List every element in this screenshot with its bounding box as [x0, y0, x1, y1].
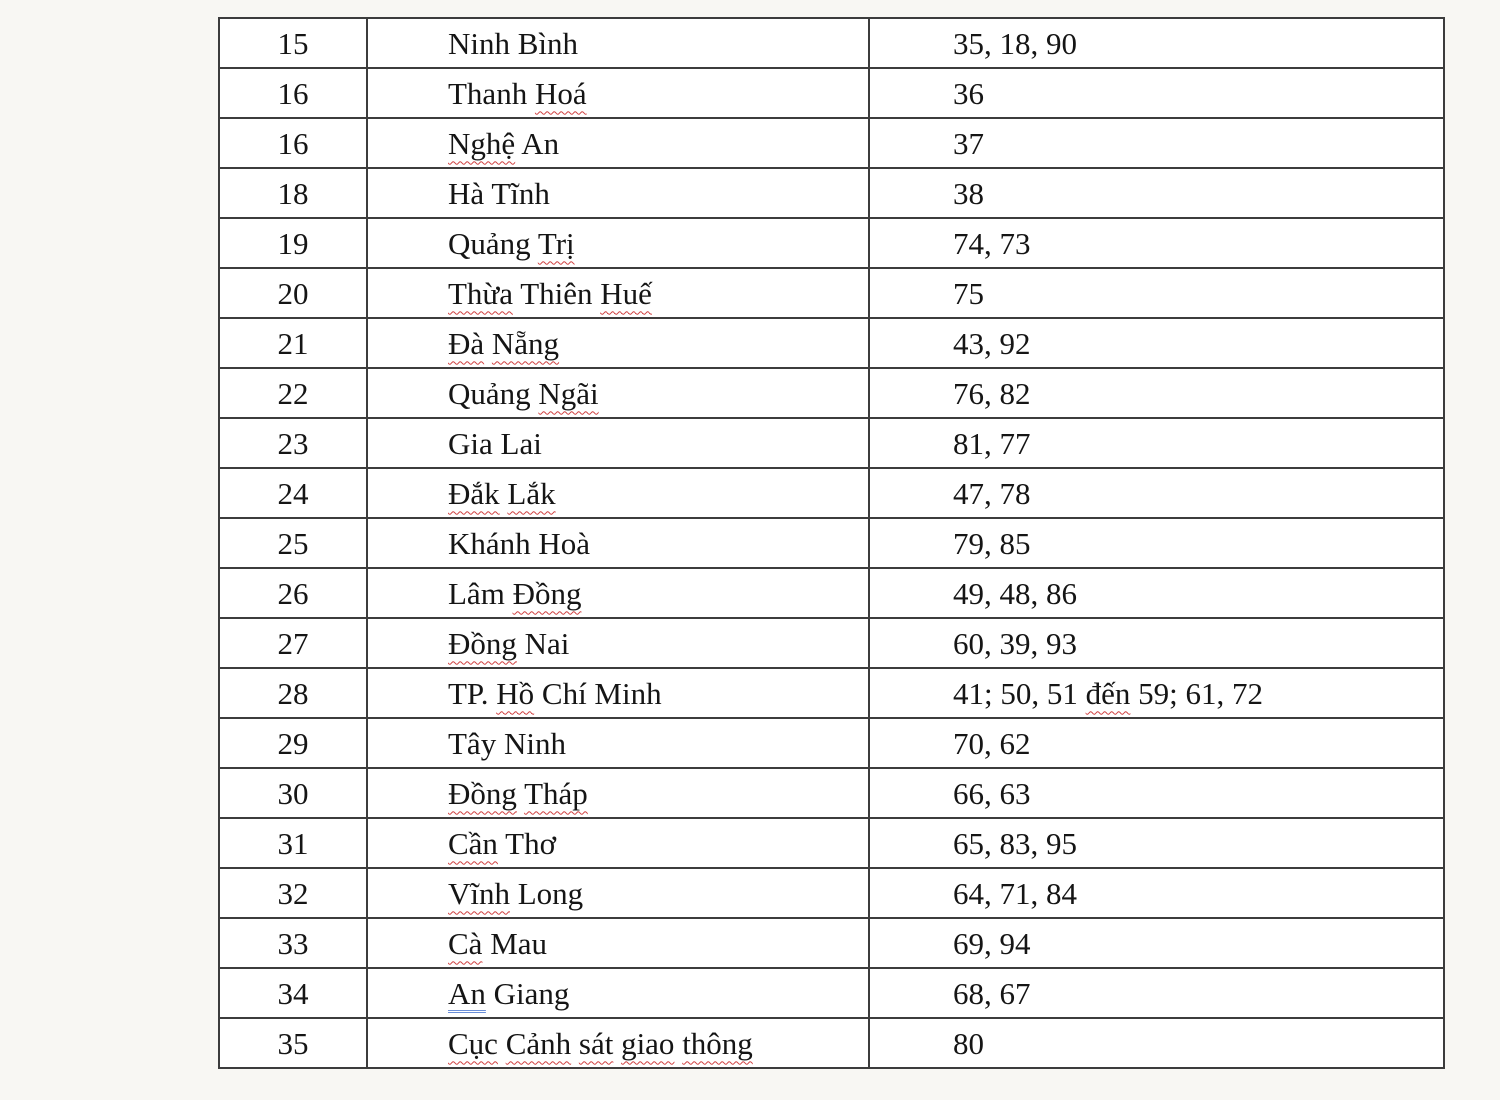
province-text: Chí Minh [534, 675, 662, 711]
plate-codes-text: 68, 67 [953, 975, 1031, 1011]
plate-codes-cell [869, 318, 1444, 368]
province-text: Khánh Hoà [448, 525, 591, 561]
province-text: Tháp [524, 775, 588, 811]
province-text: Thơ [497, 825, 556, 861]
province-text [571, 1026, 579, 1061]
plate-codes-cell [869, 68, 1444, 118]
province-text: Cục [448, 1025, 498, 1061]
plate-codes-cell [869, 518, 1444, 568]
row-number-cell: 16 [219, 68, 367, 118]
province-text [517, 776, 524, 811]
plate-codes-cell [869, 418, 1444, 468]
province-text: Hà Tĩnh [448, 175, 550, 211]
table-row [219, 368, 1444, 418]
table-row [219, 718, 1444, 768]
plate-codes-text: 70, 62 [953, 725, 1031, 761]
plate-codes-text: 69, 94 [953, 925, 1031, 961]
plate-codes-cell [869, 668, 1444, 718]
row-number-cell: 30 [219, 768, 367, 818]
province-text [498, 1026, 506, 1061]
province-text: TP. [448, 675, 497, 711]
province-text: Thanh [448, 75, 535, 111]
plate-codes-cell [869, 168, 1444, 218]
plate-codes-cell [869, 818, 1444, 868]
province-cell [367, 518, 869, 568]
plate-codes-text: 35, 18, 90 [953, 25, 1077, 61]
province-text: Cà [448, 925, 483, 961]
province-text: An [515, 125, 560, 161]
plate-codes-cell [869, 1018, 1444, 1068]
table-row [219, 118, 1444, 168]
province-text: Long [510, 875, 584, 911]
province-text: Giang [485, 975, 570, 1011]
table-row [219, 968, 1444, 1018]
plate-codes-text: 66, 63 [953, 775, 1031, 811]
plate-codes-cell [869, 218, 1444, 268]
plate-codes-text: 64, 71, 84 [953, 875, 1077, 911]
plate-codes-cell [869, 268, 1444, 318]
province-text: Huế [600, 275, 652, 311]
province-text: Cảnh [505, 1025, 572, 1061]
table-row [219, 1018, 1444, 1068]
province-text: Tây Ninh [448, 725, 566, 761]
province-cell [367, 1018, 869, 1068]
row-number-cell: 31 [219, 818, 367, 868]
table-row [219, 818, 1444, 868]
table-row [219, 218, 1444, 268]
plate-codes-text: 74, 73 [953, 225, 1031, 261]
row-number-cell: 22 [219, 368, 367, 418]
row-number-cell: 27 [219, 618, 367, 668]
row-number-cell: 16 [219, 118, 367, 168]
province-text: An [448, 975, 486, 1011]
plate-codes-text: 38 [953, 175, 984, 211]
table-row [219, 668, 1444, 718]
row-number-cell: 15 [219, 18, 367, 68]
license-plate-table [218, 17, 1445, 1069]
province-cell [367, 68, 869, 118]
row-number-cell: 32 [219, 868, 367, 918]
province-text: Vĩnh [448, 875, 510, 911]
row-number-cell: 25 [219, 518, 367, 568]
province-cell [367, 318, 869, 368]
province-text: Đà [448, 325, 485, 361]
plate-codes-cell [869, 368, 1444, 418]
province-text: Hoá [534, 75, 587, 111]
province-text [484, 326, 492, 361]
table-row [219, 468, 1444, 518]
province-cell [367, 718, 869, 768]
province-text: Ninh Bình [448, 25, 579, 61]
province-text: giao [621, 1025, 675, 1061]
plate-codes-text: 41; 50, 51 [953, 675, 1086, 711]
table-row [219, 618, 1444, 668]
province-text: Mau [482, 925, 548, 961]
province-cell [367, 218, 869, 268]
plate-codes-text: 49, 48, 86 [953, 575, 1077, 611]
plate-codes-text: 59; 61, 72 [1130, 675, 1264, 711]
plate-codes-text: 47, 78 [953, 475, 1031, 511]
province-text: Nai [516, 625, 570, 661]
plate-codes-text: 60, 39, 93 [953, 625, 1077, 661]
row-number-cell: 33 [219, 918, 367, 968]
province-text: Nghệ [448, 125, 516, 161]
province-text: thông [682, 1025, 753, 1061]
table-row [219, 918, 1444, 968]
province-text [613, 1026, 621, 1061]
province-text: Gia Lai [448, 425, 542, 461]
province-cell [367, 818, 869, 868]
table-row [219, 268, 1444, 318]
province-text: Lâm [448, 575, 513, 611]
row-number-cell: 23 [219, 418, 367, 468]
row-number-cell: 28 [219, 668, 367, 718]
plate-codes-cell [869, 968, 1444, 1018]
province-text: Trị [537, 225, 575, 261]
province-text: Quảng [448, 375, 539, 411]
plate-codes-text: 36 [953, 75, 984, 111]
plate-codes-cell [869, 118, 1444, 168]
province-cell [367, 568, 869, 618]
row-number-cell: 18 [219, 168, 367, 218]
plate-codes-text: 79, 85 [953, 525, 1031, 561]
plate-codes-text: 43, 92 [953, 325, 1031, 361]
province-text: Lắk [507, 475, 556, 511]
plate-codes-text: 65, 83, 95 [953, 825, 1077, 861]
table-row [219, 568, 1444, 618]
table-row [219, 868, 1444, 918]
province-cell [367, 668, 869, 718]
row-number-cell: 29 [219, 718, 367, 768]
plate-codes-cell [869, 568, 1444, 618]
province-text: Đồng [448, 625, 517, 661]
table-body [219, 18, 1444, 1068]
table-row [219, 68, 1444, 118]
province-cell [367, 918, 869, 968]
table-row [219, 168, 1444, 218]
province-text: Nẵng [491, 325, 560, 361]
plate-codes-cell [869, 768, 1444, 818]
province-cell [367, 118, 869, 168]
plate-codes-cell [869, 18, 1444, 68]
province-cell [367, 168, 869, 218]
row-number-cell: 24 [219, 468, 367, 518]
plate-codes-text: 37 [953, 125, 984, 161]
plate-codes-cell [869, 718, 1444, 768]
table-row [219, 518, 1444, 568]
row-number-cell: 19 [219, 218, 367, 268]
row-number-cell: 26 [219, 568, 367, 618]
province-text: sát [578, 1025, 614, 1061]
province-text: Quảng [448, 225, 538, 261]
province-text: Đồng [512, 575, 582, 611]
plate-codes-text: 81, 77 [953, 425, 1031, 461]
table-row [219, 768, 1444, 818]
table-row [219, 318, 1444, 368]
plate-codes-text: 76, 82 [953, 375, 1031, 411]
plate-codes-cell [869, 868, 1444, 918]
plate-codes-cell [869, 618, 1444, 668]
province-text: Thiên [513, 275, 601, 311]
row-number-cell: 21 [219, 318, 367, 368]
row-number-cell: 35 [219, 1018, 367, 1068]
province-text: Cần [448, 825, 498, 861]
province-cell [367, 968, 869, 1018]
province-text: Đồng [448, 775, 517, 811]
province-cell [367, 18, 869, 68]
row-number-cell: 34 [219, 968, 367, 1018]
province-cell [367, 368, 869, 418]
province-cell [367, 868, 869, 918]
province-cell [367, 618, 869, 668]
table-row [219, 18, 1444, 68]
province-text: Ngãi [538, 375, 599, 411]
table-row [219, 418, 1444, 468]
plate-codes-text: đến [1085, 675, 1131, 711]
province-cell [367, 468, 869, 518]
plate-codes-text: 75 [953, 275, 984, 311]
province-cell [367, 268, 869, 318]
plate-codes-text: 80 [953, 1025, 984, 1061]
province-cell [367, 768, 869, 818]
province-text: Thừa [448, 275, 513, 311]
plate-codes-cell [869, 468, 1444, 518]
province-text: Hồ [496, 675, 535, 711]
plate-codes-cell [869, 918, 1444, 968]
province-cell [367, 418, 869, 468]
province-text: Đắk [448, 475, 500, 511]
row-number-cell: 20 [219, 268, 367, 318]
